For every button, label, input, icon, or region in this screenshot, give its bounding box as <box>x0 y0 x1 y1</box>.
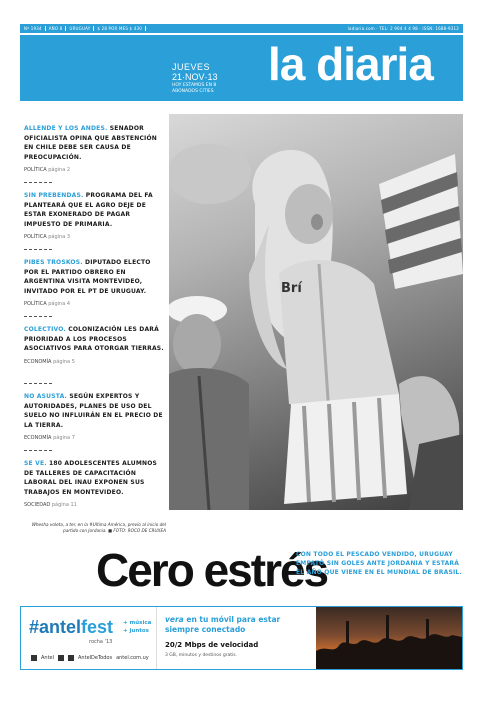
antel-fest-year: rocha '13 <box>89 639 113 645</box>
cover-photo-illustration <box>169 114 463 510</box>
social-antel[interactable]: Antel <box>41 655 55 661</box>
news-text: SENADOR OFICIALISTA OPINA QUE ABSTENCIÓN EN CHILE DEBE SER CAUSA DE PREOCUPACIÓN. <box>24 125 158 161</box>
youtube-icon <box>68 655 74 661</box>
news-text: DIPUTADO ELECTO POR EL PARTIDO OBRERO EN ARGENTINA VISITA MONTEVIDEO, INVITADO POR EL PT DE URUGUAY. <box>24 259 151 295</box>
news-text: 180 ADOLESCENTES ALUMNOS DE TALLERES DE CAPACITACIÓN LABORAL DEL INAU EXPONEN SUS TRABAJOS EN MONTEVIDEO. <box>24 460 158 496</box>
section-page: página 7 <box>53 435 75 441</box>
issue-price: $ 28 POR MES $ 430 <box>97 26 146 31</box>
news-sidebar <box>20 118 168 520</box>
concert-crowd-image <box>316 607 462 669</box>
section-name: POLÍTICA <box>24 301 47 307</box>
crowd-silhouette <box>316 607 462 669</box>
vera-text: en tu móvil para estar siempre conectado <box>165 615 281 634</box>
news-kicker: PIBES TROSKOS. <box>24 259 83 266</box>
masthead-subtext: HOY ESTAMOS EN 8 ABONADOS CITIES <box>172 83 217 94</box>
news-item[interactable] <box>20 185 168 252</box>
main-subheadline: CON TODO EL PESCADO VENDIDO, URUGUAY EMPATÓ SIN GOLES ANTE JORDANIA Y ESTARÁ EL AÑO QUE VIENE EN EL MUNDIAL DE BRASIL. <box>296 551 462 576</box>
bullet-together: + juntos <box>123 628 149 634</box>
photo-caption: Whesha voleta, a ter, en la #Ultima América, previo al inicio del partido con Jordania. ■ FOTO: ROCO DE CRUXEA <box>31 522 166 533</box>
divider <box>24 383 52 384</box>
section-name: POLÍTICA <box>24 167 47 173</box>
news-kicker: COLECTIVO. <box>24 326 66 333</box>
news-item[interactable] <box>20 386 168 453</box>
twitter-icon <box>58 655 64 661</box>
news-item[interactable] <box>20 453 168 520</box>
divider <box>24 450 52 451</box>
vera-ad[interactable] <box>156 607 316 669</box>
masthead-date: 21·NOV·13 <box>172 72 218 82</box>
social-links <box>31 655 149 661</box>
news-section <box>24 167 164 173</box>
section-page: página 5 <box>53 358 75 365</box>
vera-tagline <box>165 615 315 635</box>
svg-text:Brí: Brí <box>281 281 302 296</box>
divider <box>24 182 52 183</box>
issue-year: AÑO 8 <box>49 26 67 31</box>
news-headline <box>24 124 164 162</box>
divider <box>24 316 52 317</box>
news-headline <box>24 392 164 430</box>
news-section <box>24 301 164 307</box>
top-info-bar <box>20 24 463 33</box>
issue-number: Nº 1934 <box>24 26 46 31</box>
news-text: COLONIZACIÓN LES DARÁ PRIORIDAD A LOS PROCESOS ASOCIATIVOS PARA OTORGAR TIERRAS. <box>24 326 164 352</box>
social-anteldetodos[interactable]: AntelDeTodos <box>78 655 113 661</box>
masthead-day: JUEVES <box>172 62 211 72</box>
section-page: página 11 <box>51 502 77 508</box>
news-section <box>24 359 164 365</box>
section-name: ECONOMÍA <box>24 358 52 365</box>
section-page: página 4 <box>48 301 71 307</box>
news-item[interactable] <box>20 118 168 185</box>
news-headline <box>24 258 164 296</box>
masthead <box>20 35 463 101</box>
cover-photo <box>169 114 463 510</box>
antel-fest-part2: fest <box>81 617 114 637</box>
news-item[interactable] <box>20 319 168 386</box>
news-headline <box>24 459 164 497</box>
bullet-music: + música <box>123 620 152 626</box>
antel-fest-logo <box>29 617 113 638</box>
section-page: página 2 <box>48 167 71 173</box>
advertisement-banner[interactable] <box>20 606 463 670</box>
news-kicker: NO ASUSTA. <box>24 393 68 400</box>
news-section <box>24 502 164 508</box>
news-section <box>24 234 164 240</box>
vera-brand: vera <box>165 615 184 624</box>
section-name: ECONOMÍA <box>24 435 52 441</box>
facebook-icon <box>31 655 37 661</box>
section-name: POLÍTICA <box>24 234 47 240</box>
social-website[interactable]: antel.com.uy <box>116 655 149 661</box>
news-kicker: SIN PREBENDAS. <box>24 192 84 199</box>
news-kicker: ALLENDE Y LOS ANDES. <box>24 125 108 132</box>
news-item[interactable] <box>20 252 168 319</box>
news-headline <box>24 325 164 354</box>
issue-country: URUGUAY <box>69 26 94 31</box>
news-headline <box>24 191 164 229</box>
antel-fest-part1: #antel <box>29 617 82 637</box>
newspaper-logo[interactable]: la diaria <box>268 38 433 90</box>
news-section <box>24 435 164 441</box>
news-text: PROGRAMA DEL FA PLANTEARÁ QUE EL AGRO DEJE DE ESTAR EXONERADO DE PAGAR IMPUESTO DE PRIMARIA. <box>24 192 153 228</box>
contact-info: ladiaria.com · TEL: 2 904 4 4 98 · ISSN: 1688-9312 <box>347 26 459 31</box>
flag-graphic <box>379 154 463 289</box>
section-name: SOCIEDAD <box>24 502 51 508</box>
section-page: página 3 <box>48 234 71 240</box>
vera-speed-detail: 3 GB, minutos y destinos gratis. <box>165 653 238 658</box>
antel-fest-bullets <box>123 619 151 635</box>
divider <box>24 249 52 250</box>
main-headline[interactable]: Cero estrés <box>96 544 328 596</box>
news-kicker: SE VE. <box>24 460 47 467</box>
vera-speed: 20/2 Mbps de velocidad <box>165 641 259 649</box>
news-text: SEGÚN EXPERTOS Y AUTORIDADES, PLANES DE USO DEL SUELO NO INFLUIRÁN EN EL PRECIO DE LA TIERRA. <box>24 393 163 429</box>
issue-info <box>24 26 146 31</box>
antel-fest-ad[interactable] <box>21 607 156 669</box>
